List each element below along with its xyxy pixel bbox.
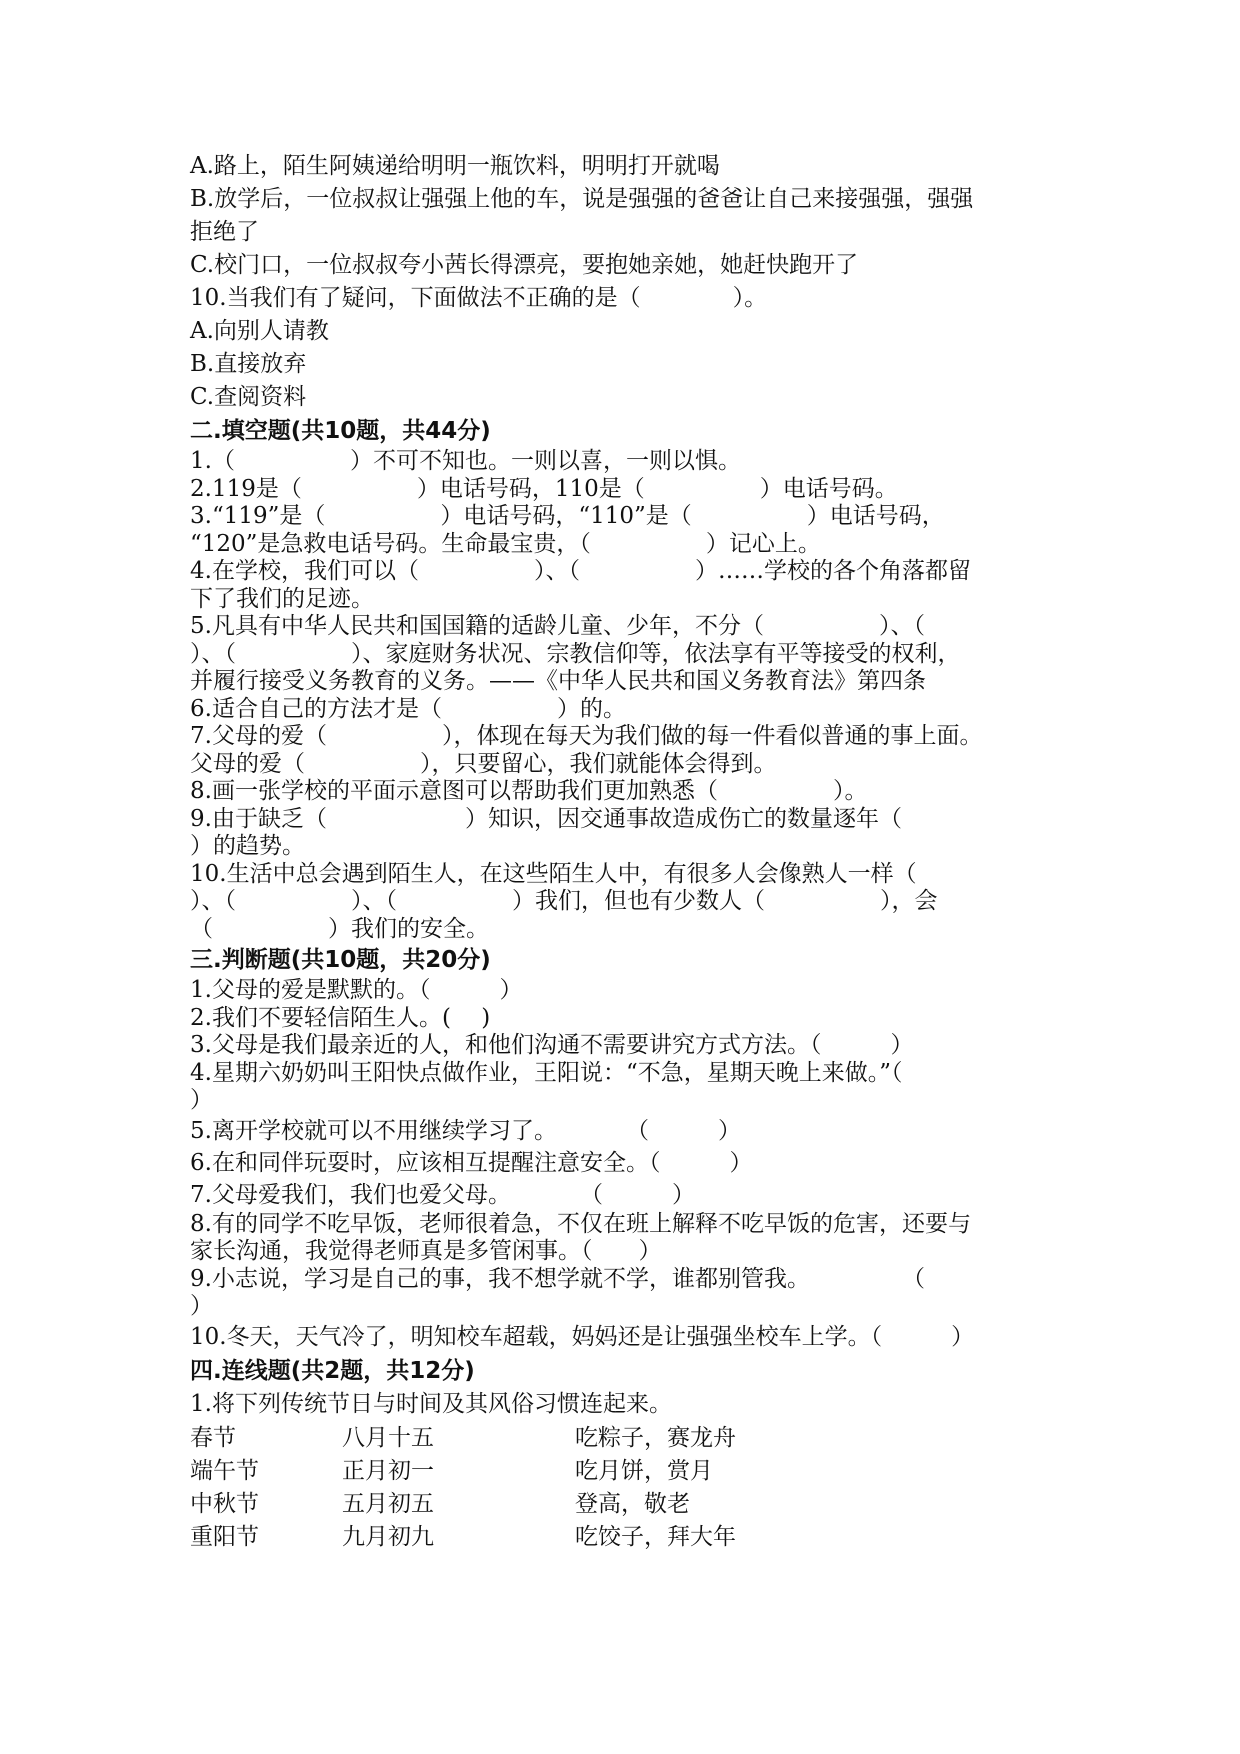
option-line: C.校门口，一位叔叔夸小茜长得漂亮，要抱她亲她，她赶快跑开了 (190, 252, 859, 278)
section-heading: 二.填空题(共10题，共44分) (190, 418, 491, 444)
custom-cell: 吃饺子，拜大年 (575, 1523, 736, 1550)
matching-row (190, 1488, 875, 1521)
custom-cell: 登高，敬老 (575, 1490, 690, 1517)
option-line: A.向别人请教 (190, 318, 329, 344)
date-cell: 九月初九 (342, 1523, 434, 1550)
question-line: “120”是急救电话号码。生命最宝贵，（ ）记心上。 (190, 530, 821, 557)
question-line: ） (190, 1293, 213, 1319)
question-line: 8.有的同学不吃早饭，老师很着急，不仅在班上解释不吃早饭的危害，还要与 (190, 1210, 971, 1237)
question-line: ）、（ ）、家庭财务状况、宗教信仰等，依法享有平等接受的权利， (190, 640, 961, 667)
option-line: B.直接放弃 (190, 351, 307, 377)
question-line: ） (190, 1087, 213, 1113)
question-line: 10.冬天，天气冷了，明知校车超载，妈妈还是让强强坐校车上学。（ ） (190, 1323, 975, 1350)
option-line: A.路上，陌生阿姨递给明明一瓶饮料，明明打开就喝 (190, 153, 720, 179)
custom-cell: 吃月饼，赏月 (575, 1457, 713, 1484)
question-line: 1.将下列传统节日与时间及其风俗习惯连起来。 (190, 1390, 672, 1417)
question-line: 10.生活中总会遇到陌生人，在这些陌生人中，有很多人会像熟人一样（ (190, 860, 917, 887)
question-line: ）的趋势。 (190, 833, 305, 859)
question-line: 7.父母的爱（ ），体现在每天为我们做的每一件看似普通的事上面。 (190, 723, 983, 749)
question-line: 7.父母爱我们，我们也爱父母。 （ ） (190, 1181, 695, 1208)
matching-row (190, 1521, 875, 1554)
date-cell: 五月初五 (342, 1490, 434, 1517)
question-line: 8.画一张学校的平面示意图可以帮助我们更加熟悉（ ）。 (190, 778, 868, 804)
question-line: 9.由于缺乏（ ）知识，因交通事故造成伤亡的数量逐年（ (190, 805, 902, 832)
question-line: 3.父母是我们最亲近的人，和他们沟通不需要讲究方式方法。（ ） (190, 1032, 914, 1058)
fill-in-section (190, 414, 1070, 943)
option-line: C.查阅资料 (190, 384, 307, 410)
question-line: 10.当我们有了疑问，下面做法不正确的是（ ）。 (190, 285, 768, 311)
question-line: 2.119是（ ）电话号码，110是（ ）电话号码。 (190, 475, 898, 502)
section-heading: 三.判断题(共10题，共20分) (190, 947, 491, 973)
question-line: 1.（ ）不可不知也。一则以喜，一则以惧。 (190, 448, 741, 474)
matching-table (190, 1422, 875, 1554)
question-line: 4.星期六奶奶叫王阳快点做作业，王阳说：“不急，星期天晚上来做。”（ (190, 1059, 903, 1086)
festival-cell: 端午节 (190, 1457, 259, 1484)
option-line: 拒绝了 (190, 219, 259, 245)
choice-question-tail (190, 150, 1070, 414)
question-line: 4.在学校，我们可以（ ）、（ ）……学校的各个角落都留 (190, 558, 971, 584)
question-line: 3.“119”是（ ）电话号码，“110”是（ ）电话号码， (190, 503, 945, 529)
question-line: 并履行接受义务教育的义务。——《中华人民共和国义务教育法》第四条 (190, 668, 926, 694)
festival-cell: 重阳节 (190, 1523, 259, 1550)
question-line: 6.在和同伴玩耍时，应该相互提醒注意安全。（ ） (190, 1149, 753, 1176)
custom-cell: 吃粽子，赛龙舟 (575, 1424, 736, 1451)
question-line: 2.我们不要轻信陌生人。( ) (190, 1004, 491, 1031)
matching-row (190, 1422, 875, 1455)
question-line: 6.适合自己的方法才是（ ）的。 (190, 695, 626, 722)
section-heading: 四.连线题(共2题，共12分) (190, 1357, 475, 1384)
worksheet-page (190, 150, 1070, 1554)
matching-section (190, 1354, 1070, 1554)
question-line: 5.凡具有中华人民共和国国籍的适龄儿童、少年，不分（ ）、（ (190, 613, 925, 639)
question-line: 1.父母的爱是默默的。（ ） (190, 977, 523, 1003)
question-line: 父母的爱（ ），只要留心，我们就能体会得到。 (190, 750, 777, 777)
date-cell: 正月初一 (342, 1457, 434, 1484)
question-line: 下了我们的足迹。 (190, 585, 374, 612)
option-line: B.放学后，一位叔叔让强强上他的车，说是强强的爸爸让自己来接强强，强强 (190, 186, 974, 212)
question-line: 家长沟通，我觉得老师真是多管闲事。（ ） (190, 1238, 662, 1264)
question-line: ）、（ ）、（ ）我们，但也有少数人（ ），会 (190, 888, 938, 914)
question-line: （ ）我们的安全。 (190, 915, 489, 942)
festival-cell: 中秋节 (190, 1490, 259, 1517)
festival-cell: 春节 (190, 1424, 236, 1451)
true-false-section (190, 943, 1070, 1354)
matching-row (190, 1455, 875, 1488)
question-line: 9.小志说，学习是自己的事，我不想学就不学，谁都别管我。 （ (190, 1265, 925, 1292)
date-cell: 八月十五 (342, 1424, 434, 1451)
question-line: 5.离开学校就可以不用继续学习了。 （ ） (190, 1117, 741, 1144)
